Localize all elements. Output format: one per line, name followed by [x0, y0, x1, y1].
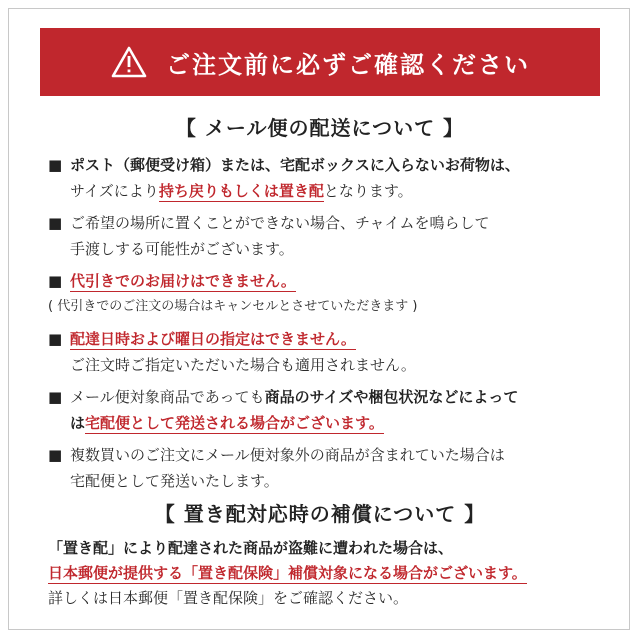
bullet-icon: ■: [48, 214, 63, 232]
list-item: [48, 384, 608, 436]
bullet-icon: ■: [48, 388, 63, 406]
highlight-text: 日本郵便が提供する「置き配保険」補償対象になる場合がございます。: [48, 564, 527, 582]
item-text: ご希望の場所に置くことができない場合、チャイムを鳴らして: [70, 214, 490, 232]
list-item: [48, 210, 608, 262]
compensation-line: 詳しくは日本郵便「置き配保険」をご確認ください。: [48, 589, 409, 607]
item-text: 商品のサイズや梱包状況などによって: [264, 388, 519, 406]
bullet-icon: ■: [48, 156, 63, 174]
compensation-line: 「置き配」により配達された商品が盗難に遭われた場合は、: [48, 539, 454, 557]
item-text: ポスト（郵便受け箱）または、宅配ボックスに入らないお荷物は、: [70, 156, 520, 174]
item-text: 宅配便として発送いたします。: [70, 472, 279, 490]
item-text: 手渡しする可能性がございます。: [70, 240, 294, 258]
highlight-text: 配達日時および曜日の指定はできません。: [70, 330, 356, 348]
highlight-text: 持ち戻りもしくは置き配: [158, 182, 324, 200]
list-item: [48, 326, 608, 378]
notice-banner: [40, 28, 600, 96]
compensation-text: [48, 536, 608, 611]
item-text: となります。: [323, 182, 413, 200]
item-text: 複数買いのご注文にメール便対象外の商品が含まれていた場合は: [70, 446, 505, 464]
highlight-text: 宅配便として発送される場合がございます。: [85, 414, 384, 432]
mail-delivery-list: [48, 152, 608, 500]
list-item: [48, 152, 608, 204]
banner-text: ご注文前に必ずご確認ください: [166, 50, 530, 79]
list-item: [48, 442, 608, 494]
bullet-icon: ■: [48, 446, 63, 464]
compensation-title: 【 置き配対応時の補償について 】: [154, 502, 486, 526]
item-text: ご注文時ご指定いただいた場合も適用されません。: [70, 356, 416, 374]
item-text: メール便対象商品であっても: [70, 388, 265, 406]
warning-triangle-icon: [110, 45, 148, 79]
item-text: は: [70, 414, 86, 432]
item-text: ( 代引きでのご注文の場合はキャンセルとさせていただきます ): [48, 299, 418, 314]
list-item: [48, 268, 608, 320]
highlight-text: 代引きでのお届けはできません。: [70, 272, 296, 290]
item-text: サイズにより: [70, 182, 159, 200]
mail-delivery-title: 【 メール便の配送について 】: [175, 116, 465, 140]
bullet-icon: ■: [48, 330, 63, 348]
bullet-icon: ■: [48, 272, 63, 290]
